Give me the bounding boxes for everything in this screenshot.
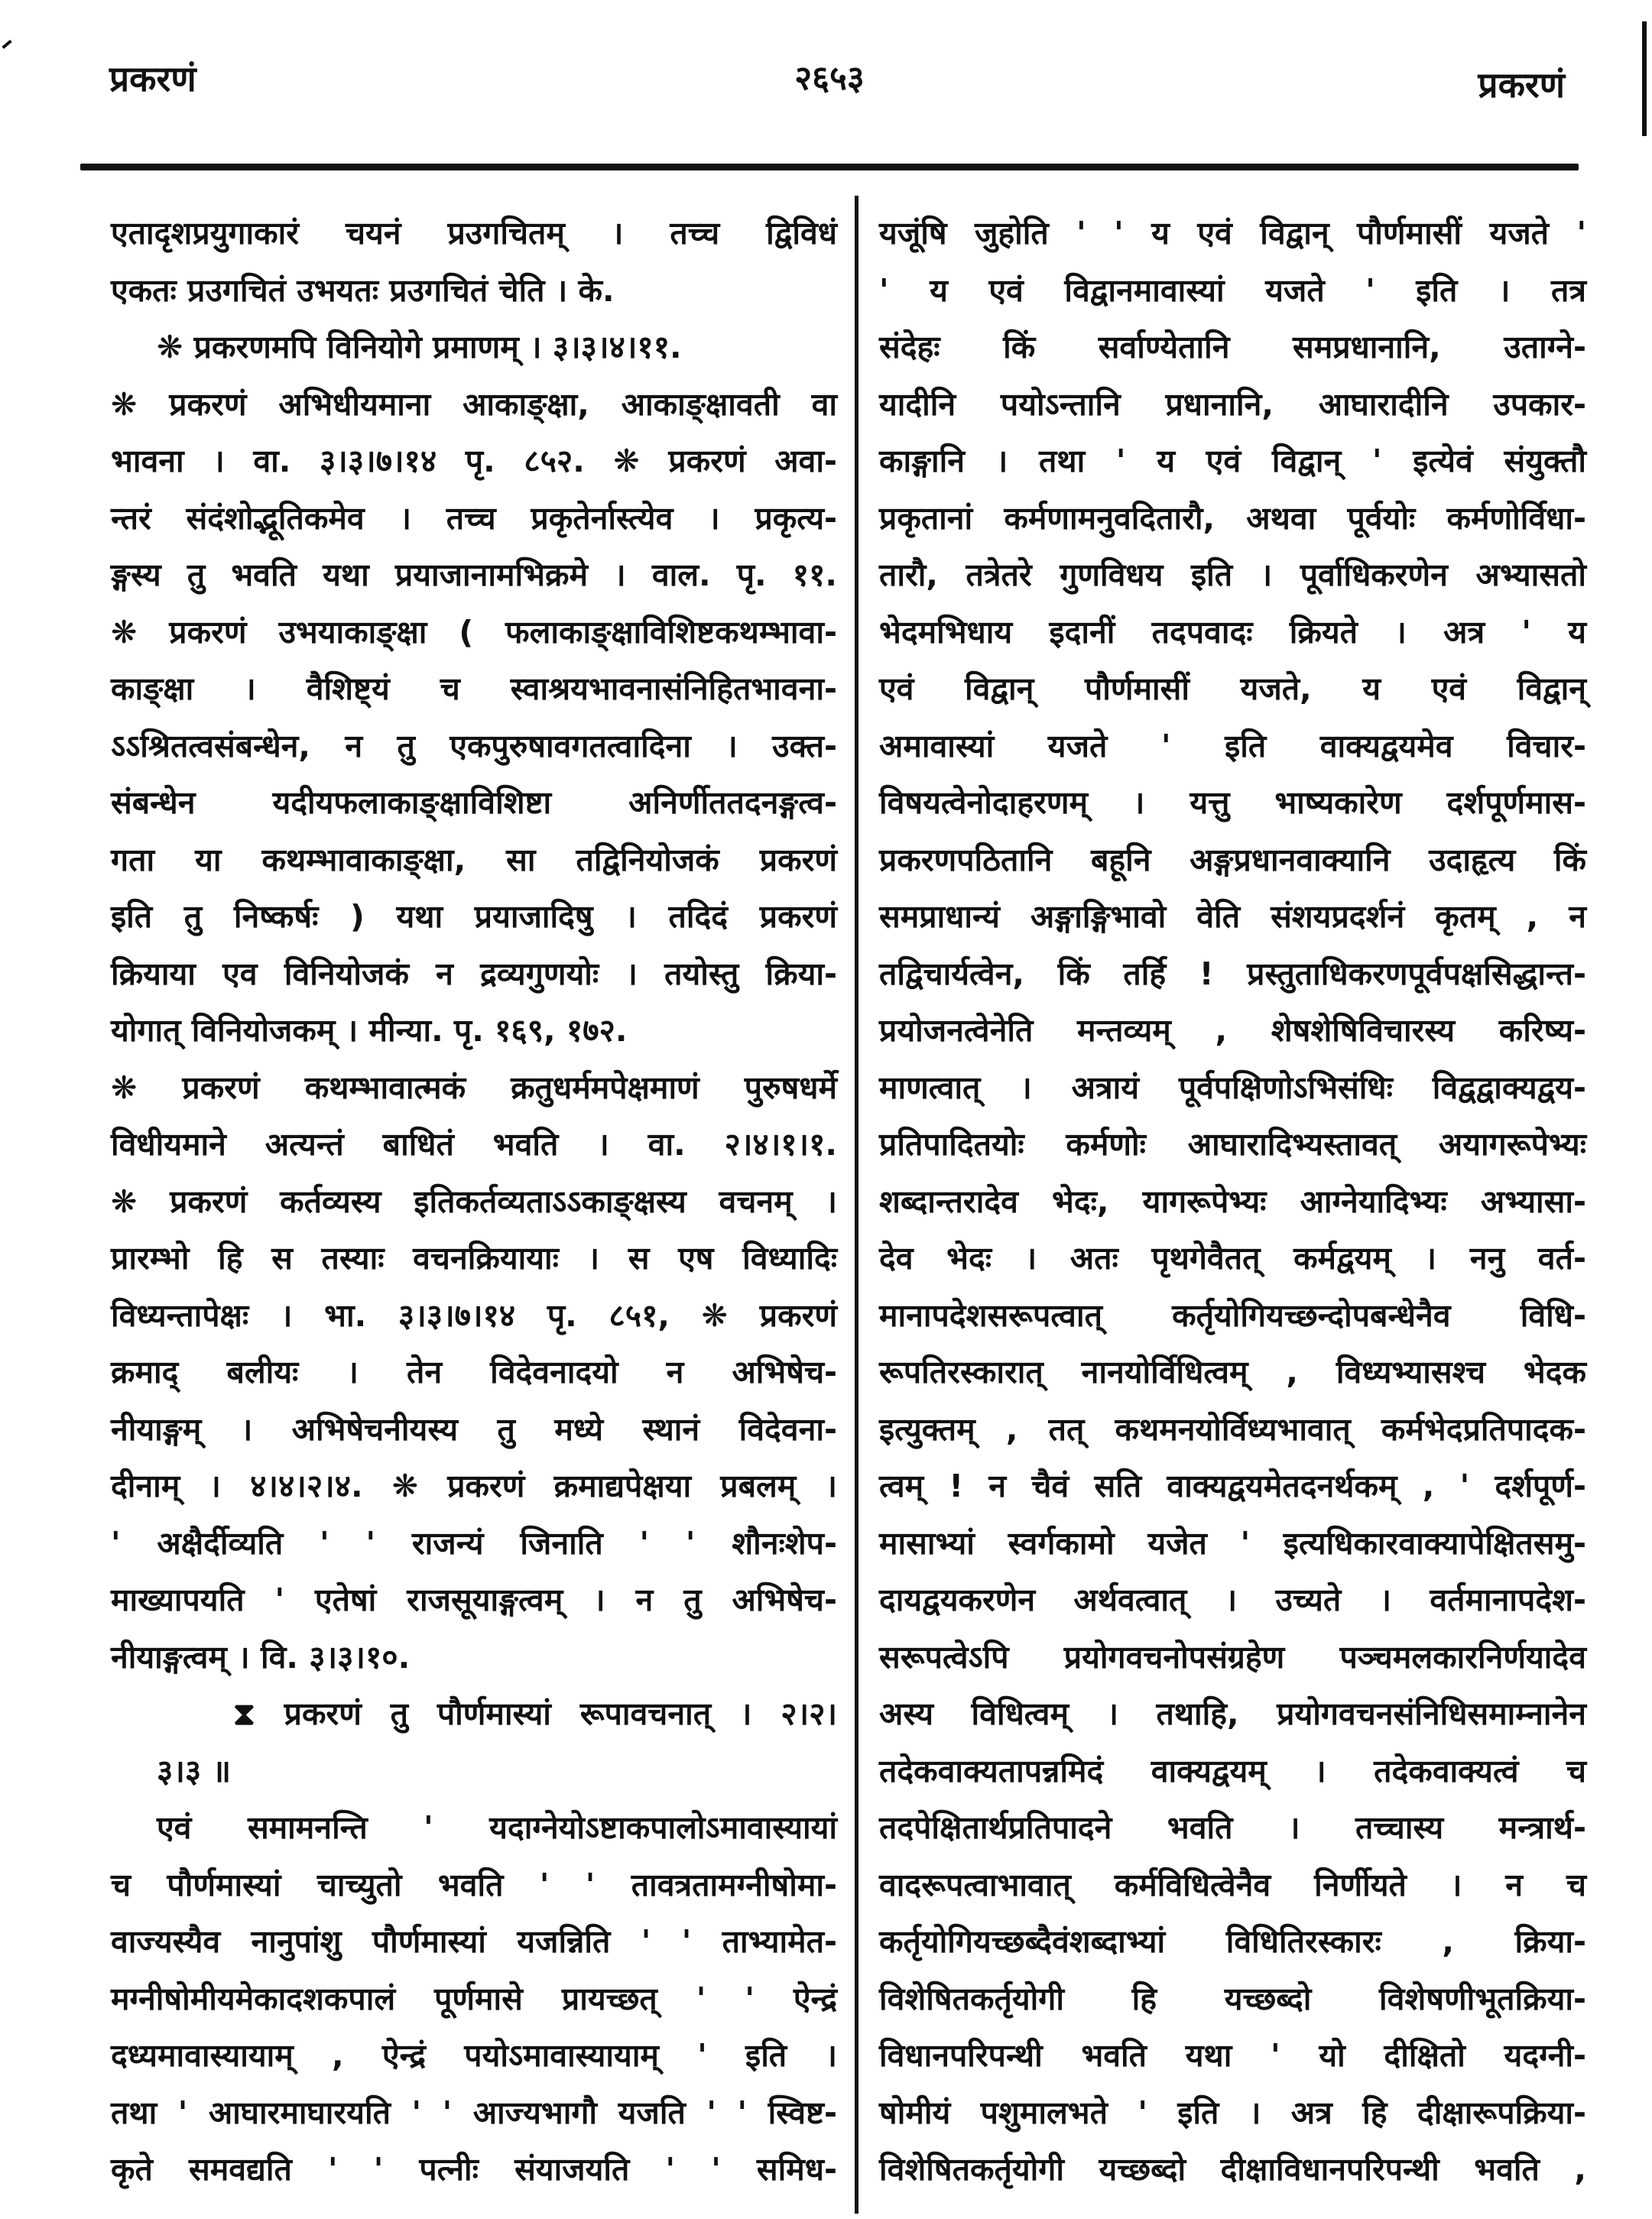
text-line: एतादृशप्रयुगाकारं चयनं प्रउगचितम् । तच्च द्विविधं [111, 215, 837, 251]
text-column-left [111, 205, 837, 2198]
text-line: ' अक्षैर्दीव्यति ' ' राजन्यं जिनाति ' ' शौनःशेप- [111, 1524, 837, 1562]
text-line: माणत्वात् । अत्रायं पूर्वपक्षिणोऽभिसंधिः विद्वद्वाक्यद्वय- [879, 1069, 1586, 1106]
text-line: एकतः प्रउगचितं उभयतः प्रउगचितं चेति । के. [111, 271, 615, 309]
text-line: मासाभ्यां स्वर्गकामो यजेत ' इत्यधिकारवाक्यापेक्षितसमु- [879, 1524, 1586, 1562]
text-line: दायद्वयकरणेन अर्थवत्वात् । उच्यते । वर्तमानापदेश- [879, 1582, 1586, 1618]
text-line: विशेषितकर्तृयोगी हि यच्छब्दो विशेषणीभूतक्रिया- [879, 1980, 1586, 2017]
text-line: काङ्गानि । तथा ' य एवं विद्वान् ' इत्येवं संयुक्तौ [879, 443, 1586, 479]
header-rule [80, 164, 1579, 170]
text-line: देव भेदः । अतः पृथगेवैतत् कर्मद्वयम् । ननु वर्त- [879, 1240, 1586, 1277]
text-line: एवं समामनन्ति ' यदाग्नेयोऽष्टाकपालोऽमावास्यायां [157, 1809, 837, 1846]
text-column-right [879, 205, 1586, 2198]
text-line: माख्यापयति ' एतेषां राजसूयाङ्गत्वम् । न तु अभिषेच- [111, 1582, 837, 1618]
text-line: विधीयमाने अत्यन्तं बाधितं भवति । वा. २।४।१।१. [111, 1126, 837, 1163]
text-line: च पौर्णमास्यां चाच्युतो भवति ' ' तावत्रतामग्नीषोमा- [111, 1866, 837, 1903]
running-head-right: प्रकरणं [1478, 64, 1565, 105]
text-line: प्रकृतानां कर्मणामनुवदितारौ, अथवा पूर्वयोः कर्मणोर्विधा- [879, 499, 1586, 537]
text-line: ३।३ ॥ [157, 1752, 232, 1789]
text-line: ❋ प्रकरणं अभिधीयमाना आकाङ्क्षा, आकाङ्क्षावती वा [111, 385, 837, 423]
text-line: ङ्गस्य तु भवति यथा प्रयाजानामभिक्रमे । वाल. पृ. ११. [111, 556, 837, 593]
column-divider-rule [855, 196, 858, 2214]
text-line: नीयाङ्गत्वम् । वि. ३।३।१०. [111, 1638, 411, 1676]
text-line: वाज्यस्यैव नानुपांशु पौर्णमास्यां यजन्निति ' ' ताभ्यामेत- [111, 1923, 837, 1960]
text-line: भेदमभिधाय इदानीं तदपवादः क्रियते । अत्र ' य [879, 613, 1586, 650]
text-line: तदपेक्षितार्थप्रतिपादने भवति । तच्चास्य मन्त्रार्थ- [879, 1809, 1586, 1846]
text-line: प्रकरणपठितानि बहूनि अङ्गप्रधानवाक्यानि उदाहृत्य किं [879, 841, 1586, 878]
text-line: तद्विचार्यत्वेन, किं तर्हि ! प्रस्तुताधिकरणपूर्वपक्षसिद्धान्त- [879, 955, 1586, 992]
text-line: अस्य विधित्वम् । तथाहि, प्रयोगवचनसंनिधिसमाम्नानेन [879, 1695, 1586, 1732]
text-line: ' य एवं विद्वानमावास्यां यजते ' इति । तत्र [879, 271, 1586, 309]
text-line: ❋ प्रकरणमपि विनियोगे प्रमाणम् । ३।३।४।११. [157, 329, 682, 365]
text-line: तारौ, तत्रेतरे गुणविधय इति । पूर्वाधिकरणेन अभ्यासतो [879, 556, 1586, 593]
page-number: २६५३ [794, 59, 865, 98]
text-line: संबन्धेन यदीयफलाकाङ्क्षाविशिष्टा अनिर्णीततदनङ्गत्व- [111, 784, 837, 821]
text-line: प्रयोजनत्वेनेति मन्तव्यम् , शेषशेषिविचारस्य करिष्य- [879, 1012, 1586, 1049]
text-line: अमावास्यां यजते ' इति वाक्यद्वयमेव विचार- [879, 727, 1586, 764]
text-line: दध्यमावास्यायाम् , ऐन्द्रं पयोऽमावास्यायाम् ' इति । [111, 2037, 837, 2074]
text-line: ⧗ प्रकरणं तु पौर्णमास्यां रूपावचनात् । २।२। [233, 1695, 837, 1732]
text-line: कर्तृयोगियच्छब्दैवंशब्दाभ्यां विधितिरस्कारः , क्रिया- [879, 1923, 1586, 1960]
scan-artifact-mark [2, 40, 11, 49]
text-line: ऽऽश्रितत्वसंबन्धेन, न तु एकपुरुषावगतत्वादिना । उक्त- [111, 727, 837, 764]
text-line: तथा ' आघारमाघारयति ' ' आज्यभागौ यजति ' ' स्विष्ट- [111, 2094, 837, 2131]
text-line: तदेकवाक्यतापन्नमिदं वाक्यद्वयम् । तदेकवाक्यत्वं च [879, 1752, 1586, 1789]
text-line: रूपतिरस्कारात् नानयोर्विधित्वम् , विध्यभ्यासश्च भेदक [879, 1354, 1586, 1390]
text-line: दीनाम् । ४।४।२।४. ❋ प्रकरणं क्रमाद्यपेक्षया प्रबलम् । [111, 1468, 837, 1504]
text-line: वादरूपत्वाभावात् कर्मविधित्वेनैव निर्णीयते । न च [879, 1866, 1586, 1903]
text-line: समप्राधान्यं अङ्गाङ्गिभावो वेति संशयप्रदर्शनं कृतम् , न [879, 898, 1586, 935]
running-head-left: प्रकरणं [109, 58, 196, 99]
text-line: एवं विद्वान् पौर्णमासीं यजते, य एवं विद्वान् [879, 670, 1586, 707]
text-line: न्तरं संदंशोद्भूतिकमेव । तच्च प्रकृतेर्नास्त्येव । प्रकृत्य- [111, 499, 837, 537]
text-line: ❋ प्रकरणं कर्तव्यस्य इतिकर्तव्यताऽऽकाङ्क्षस्य वचनम् । [111, 1182, 837, 1220]
text-line: क्रियाया एव विनियोजकं न द्रव्यगुणयोः । तयोस्तु क्रिया- [111, 955, 837, 992]
text-line: ❋ प्रकरणं कथम्भावात्मकं क्रतुधर्ममपेक्षमाणं पुरुषधर्मे [111, 1069, 837, 1106]
text-line: विशेषितकर्तृयोगी यच्छब्दो दीक्षाविधानपरिपन्थी भवति , [879, 2151, 1586, 2188]
text-line: नीयाङ्गम् । अभिषेचनीयस्य तु मध्ये स्थानं विदेवना- [111, 1410, 837, 1448]
text-line: शब्दान्तरादेव भेदः, यागरूपेभ्यः आग्नेयादिभ्यः अभ्यासा- [879, 1182, 1586, 1220]
text-line: विध्यन्तापेक्षः । भा. ३।३।७।१४ पृ. ८५१, ❋ प्रकरणं [111, 1296, 837, 1334]
text-line: प्रतिपादितयोः कर्मणोः आघारादिभ्यस्तावत् अयागरूपेभ्यः [879, 1126, 1586, 1163]
text-line: मग्नीषोमीयमेकादशकपालं पूर्णमासे प्रायच्छत् ' ' ऐन्द्रं [111, 1980, 837, 2017]
scan-edge-line [1642, 21, 1647, 136]
text-line: गता या कथम्भावाकाङ्क्षा, सा तद्विनियोजकं प्रकरणं [111, 841, 837, 878]
text-line: क्रमाद् बलीयः । तेन विदेवनादयो न अभिषेच- [111, 1354, 837, 1390]
text-line: मानापदेशसरूपत्वात् कर्तृयोगियच्छन्दोपबन्धेनैव विधि- [879, 1296, 1586, 1334]
text-line: इति तु निष्कर्षः ) यथा प्रयाजादिषु । तदिदं प्रकरणं [111, 898, 837, 935]
text-line: षोमीयं पशुमालभते ' इति । अत्र हि दीक्षारूपक्रिया- [879, 2094, 1586, 2131]
text-line: कृते समवद्यति ' ' पत्नीः संयाजयति ' ' समिध- [111, 2151, 837, 2188]
text-line: इत्युक्तम् , तत् कथमनयोर्विध्यभावात् कर्मभेदप्रतिपादक- [879, 1410, 1586, 1448]
text-line: यादीनि पयोऽन्तानि प्रधानानि, आघारादीनि उपकार- [879, 385, 1586, 423]
text-line: योगात् विनियोजकम् । मीन्या. पृ. १६९, १७२. [111, 1012, 628, 1049]
text-line: ❋ प्रकरणं उभयाकाङ्क्षा ( फलाकाङ्क्षाविशिष्टकथम्भावा- [111, 613, 837, 650]
text-line: भावना । वा. ३।३।७।१४ पृ. ८५२. ❋ प्रकरणं अवा- [111, 443, 837, 479]
text-line: त्वम् ! न चैवं सति वाक्यद्वयमेतदनर्थकम् , ' दर्शपूर्ण- [879, 1468, 1586, 1504]
text-line: काङ्क्षा । वैशिष्ट्यं च स्वाश्रयभावनासंनिहितभावना- [111, 670, 837, 707]
text-line: संदेहः किं सर्वाण्येतानि समप्रधानानि, उताग्ने- [879, 329, 1586, 365]
text-line: सरूपत्वेऽपि प्रयोगवचनोपसंग्रहेण पञ्चमलकारनिर्णयादेव [879, 1638, 1586, 1676]
text-line: विधानपरिपन्थी भवति यथा ' यो दीक्षितो यदग्नी- [879, 2037, 1586, 2074]
text-line: प्रारम्भो हि स तस्याः वचनक्रियायाः । स एष विध्यादिः [111, 1240, 837, 1277]
text-line: यजूंषि जुहोति ' ' य एवं विद्वान् पौर्णमासीं यजते ' [879, 215, 1586, 251]
page-header [80, 44, 1579, 113]
text-line: विषयत्वेनोदाहरणम् । यत्तु भाष्यकारेण दर्शपूर्णमास- [879, 784, 1586, 821]
